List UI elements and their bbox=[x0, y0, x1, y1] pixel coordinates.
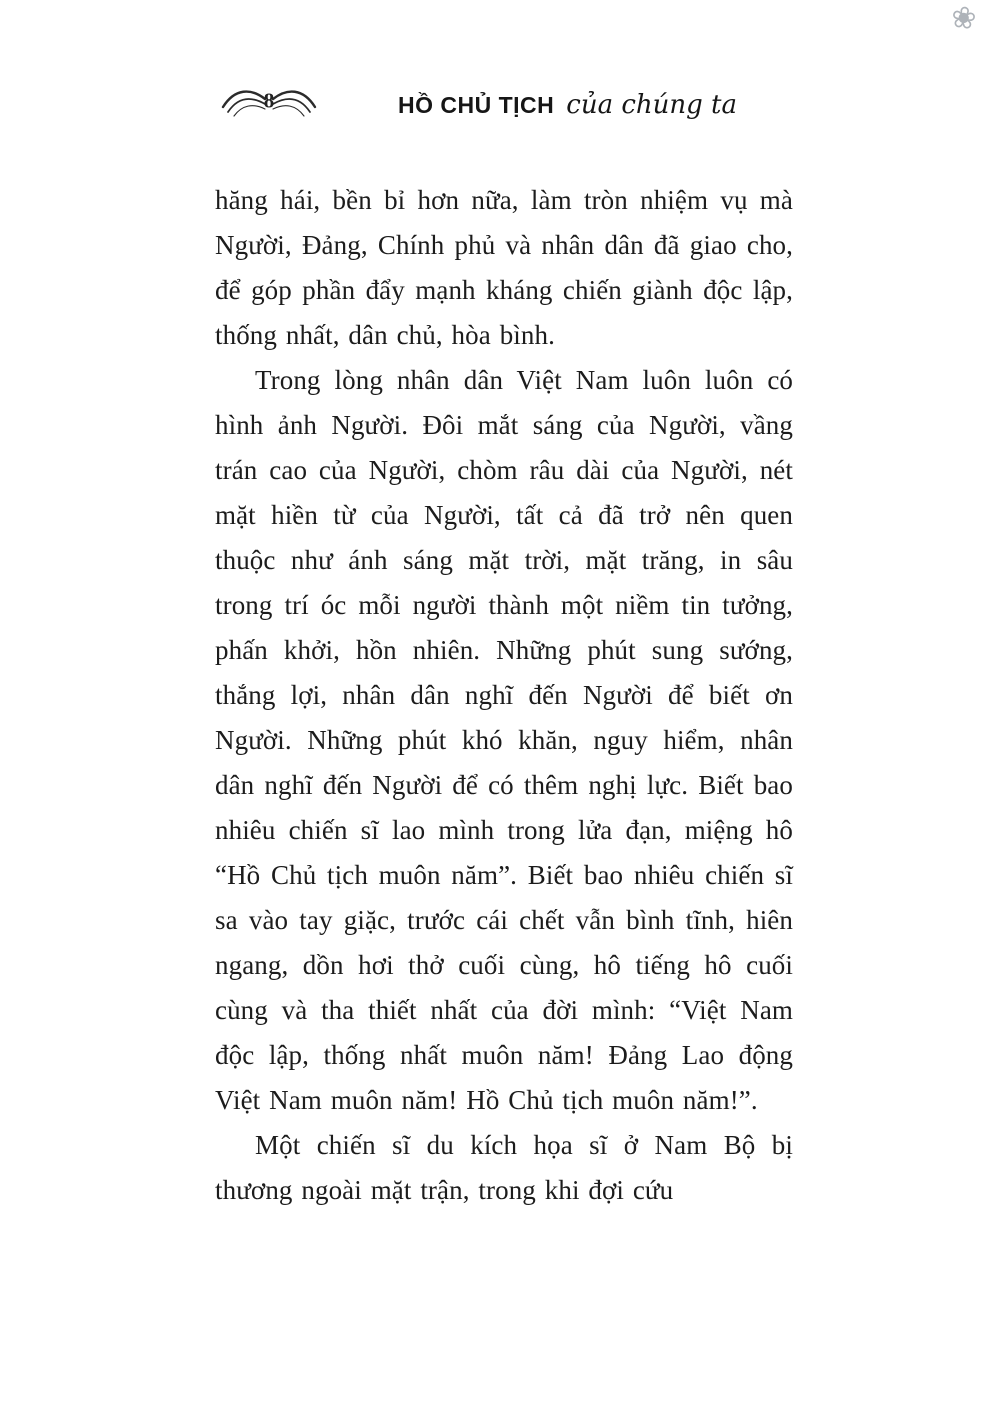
page-number: 8 bbox=[263, 88, 275, 113]
header-title: HỒ CHỦ TỊCH bbox=[398, 92, 555, 118]
page-body bbox=[215, 178, 793, 1213]
running-header bbox=[398, 90, 737, 120]
paragraph: Trong lòng nhân dân Việt Nam luôn luôn có hình ảnh Người. Đôi mắt sáng của Người, vầng trán cao của Người, chòm râu dài của Người, nét mặt hiền từ của Người, tất cả đã trở nên quen thuộc như ánh sáng mặt trời, mặt trăng, in sâu trong trí óc mỗi người thành một niềm tin tưởng, phấn khởi, hồn nhiên. Những phút sung sướng, thắng lợi, nhân dân nghĩ đến Người để biết ơn Người. Những phút khó khăn, nguy hiểm, nhân dân nghĩ đến Người để có thêm nghị lực. Biết bao nhiêu chiến sĩ lao mình trong lửa đạn, miệng hô “Hồ Chủ tịch muôn năm”. Biết bao nhiêu chiến sĩ sa vào tay giặc, trước cái chết vẫn bình tĩnh, hiên ngang, dồn hơi thở cuối cùng, hô tiếng hô cuối cùng và tha thiết nhất của đời mình: “Việt Nam độc lập, thống nhất muôn năm! Đảng Lao động Việt Nam muôn năm! Hồ Chủ tịch muôn năm!”. bbox=[215, 365, 793, 1115]
paragraph: hăng hái, bền bỉ hơn nữa, làm tròn nhiệm vụ mà Người, Đảng, Chính phủ và nhân dân đã giao cho, để góp phần đẩy mạnh kháng chiến giành độc lập, thống nhất, dân chủ, hòa bình. bbox=[215, 185, 793, 350]
paragraph: Một chiến sĩ du kích họa sĩ ở Nam Bộ bị thương ngoài mặt trận, trong khi đợi cứu bbox=[215, 1130, 793, 1205]
open-book-icon bbox=[220, 82, 318, 128]
header-subtitle: của chúng ta bbox=[566, 90, 738, 120]
flower-ornament-icon: ❀ bbox=[948, 0, 979, 37]
